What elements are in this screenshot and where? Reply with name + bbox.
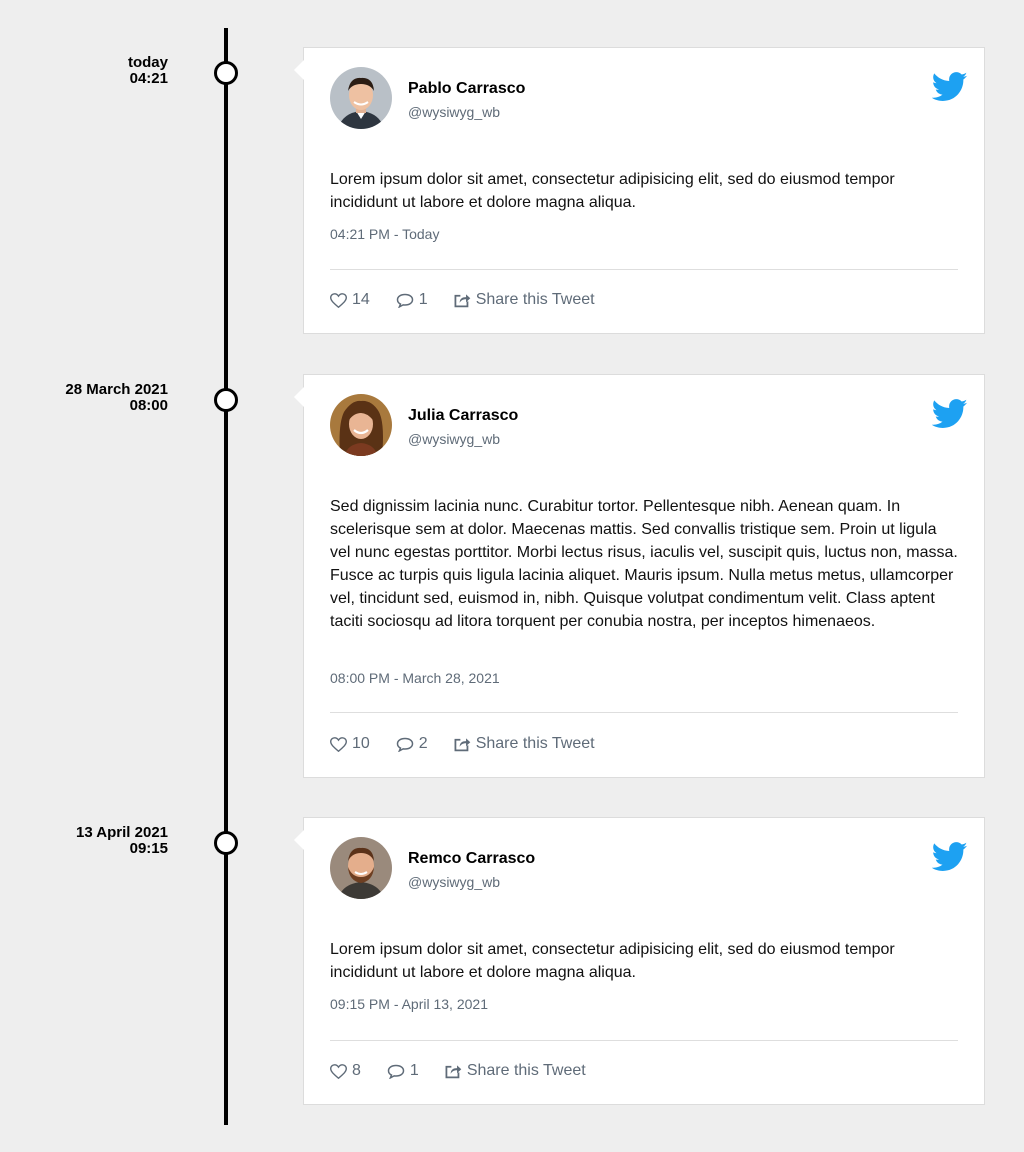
author-handle[interactable]: @wysiwyg_wb (408, 431, 501, 447)
tweet-actions (330, 735, 621, 753)
card-divider (330, 269, 958, 270)
entry-date-line1: today (127, 54, 168, 71)
tweet-timestamp[interactable]: 04:21 PM - Today (330, 226, 440, 242)
share-button[interactable] (454, 735, 595, 753)
comment-count: 2 (418, 735, 428, 752)
timeline-dot (214, 388, 238, 412)
like-count: 10 (352, 735, 370, 752)
like-button[interactable] (330, 735, 370, 753)
tweet-card (303, 374, 985, 778)
avatar-man-short-dark-hair-icon (330, 67, 392, 129)
twitter-bird-icon[interactable] (932, 842, 968, 872)
comment-count: 1 (409, 1062, 419, 1079)
comment-icon (396, 737, 414, 752)
entry-date-line1: 28 March 2021 (65, 381, 168, 398)
comment-button[interactable] (387, 1062, 419, 1080)
entry-date (65, 382, 168, 414)
entry-date (128, 55, 168, 87)
like-count: 8 (352, 1062, 361, 1079)
author-handle[interactable]: @wysiwyg_wb (408, 874, 501, 890)
like-count: 14 (352, 291, 370, 308)
twitter-bird-icon[interactable] (932, 399, 968, 429)
share-icon (445, 1063, 462, 1079)
comment-button[interactable] (396, 735, 428, 753)
tweet-card (303, 47, 985, 334)
share-label: Share this Tweet (475, 735, 595, 752)
timeline-dot (214, 831, 238, 855)
twitter-bird-icon[interactable] (932, 72, 968, 102)
card-divider (330, 1040, 958, 1041)
like-button[interactable] (330, 291, 370, 309)
comment-button[interactable] (396, 291, 428, 309)
share-button[interactable] (454, 291, 595, 309)
comment-icon (396, 293, 414, 308)
share-icon (454, 292, 471, 308)
avatar[interactable] (330, 837, 392, 899)
heart-icon (330, 1064, 347, 1079)
avatar[interactable] (330, 394, 392, 456)
entry-date-line2: 09:15 (129, 840, 168, 857)
tweet-text: Lorem ipsum dolor sit amet, consectetur adipisicing elit, sed do eiusmod tempor incididunt ut labore et dolore magna aliqua. (330, 171, 895, 211)
author-name[interactable]: Remco Carrasco (408, 850, 536, 867)
share-label: Share this Tweet (466, 1062, 586, 1079)
avatar[interactable] (330, 67, 392, 129)
avatar-man-beard-icon (330, 837, 392, 899)
share-icon (454, 736, 471, 752)
like-button[interactable] (330, 1062, 361, 1080)
share-label: Share this Tweet (475, 291, 595, 308)
author-handle[interactable]: @wysiwyg_wb (408, 104, 501, 120)
tweet-actions (330, 1062, 612, 1080)
card-divider (330, 712, 958, 713)
tweet-timestamp[interactable]: 08:00 PM - March 28, 2021 (330, 670, 500, 686)
tweet-text: Sed dignissim lacinia nunc. Curabitur tortor. Pellentesque nibh. Aenean quam. In scelerisque sem at dolor. Maecenas mattis. Sed convallis tristique sem. Proin ut ligula vel nunc egestas porttitor. Morbi lectus risus, iaculis vel, suscipit quis, luctus non, massa. Fusce ac turpis quis ligula lacinia aliquet. Mauris ipsum. Nulla metus metus, ullamcorper vel, tincidunt sed, euismod in, nibh. Quisque volutpat condimentum velit. Class aptent taciti sociosqu ad litora torquent per conubia nostra, per inceptos himenaeos. (330, 498, 958, 630)
tweet-card (303, 817, 985, 1105)
comment-icon (387, 1064, 405, 1079)
entry-date-line2: 04:21 (129, 70, 168, 87)
share-button[interactable] (445, 1062, 586, 1080)
timeline-dot (214, 61, 238, 85)
comment-count: 1 (418, 291, 428, 308)
tweet-actions (330, 291, 621, 309)
heart-icon (330, 293, 347, 308)
timeline-line (224, 28, 228, 1125)
author-name[interactable]: Julia Carrasco (408, 407, 519, 424)
entry-date (76, 825, 168, 857)
entry-date-line2: 08:00 (129, 397, 168, 414)
entry-date-line1: 13 April 2021 (76, 824, 168, 841)
author-name[interactable]: Pablo Carrasco (408, 80, 526, 97)
heart-icon (330, 737, 347, 752)
avatar-woman-long-brown-hair-icon (330, 394, 392, 456)
tweet-timestamp[interactable]: 09:15 PM - April 13, 2021 (330, 996, 488, 1012)
tweet-text: Lorem ipsum dolor sit amet, consectetur adipisicing elit, sed do eiusmod tempor incididunt ut labore et dolore magna aliqua. (330, 941, 895, 981)
